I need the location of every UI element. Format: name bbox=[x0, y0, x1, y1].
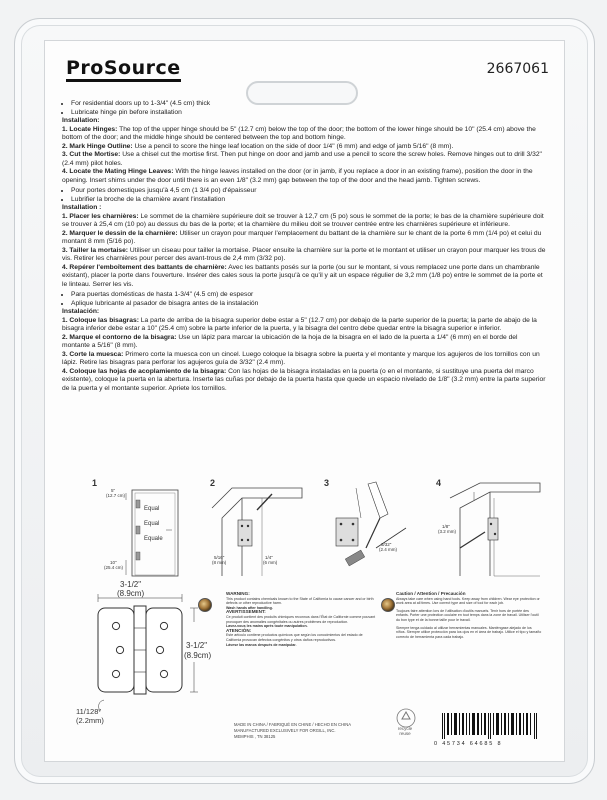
diagram-number: 4 bbox=[436, 478, 442, 488]
section-heading: Installation : bbox=[62, 204, 102, 211]
diagram-number: 2 bbox=[210, 478, 216, 488]
brand-logo: ProSource bbox=[66, 57, 181, 82]
dim-label: 5" bbox=[111, 488, 116, 493]
dim-label: (2.4 mm) bbox=[379, 547, 397, 552]
diagram-number: 1 bbox=[92, 478, 98, 488]
hinge-height: 3-1/2" bbox=[186, 641, 208, 650]
diagram-number: 3 bbox=[324, 478, 330, 488]
step: 3. Tailler la mortaise: Utiliser un ciseau pour tailler la mortaise. Placer ensuite la charnière sur la porte et le montant et utiliser un crayon pour marquer les trous de vis. Retirer les charnières pour percer des avant-trous de 2,4 mm (3/32 po). bbox=[62, 246, 546, 262]
bullet: • Aplique lubricante al pasador de bisagra antes de la instalación bbox=[71, 300, 546, 309]
dim-label: Equal bbox=[144, 506, 160, 512]
dim-label: Equale bbox=[144, 536, 163, 542]
bullet: • For residential doors up to 1-3/4" (4.5 cm) thick bbox=[71, 100, 546, 109]
barcode bbox=[442, 713, 538, 739]
step: 3. Corte la muesca: Primero corte la muesca con un cincel. Luego coloque la bisagra sobre la puerta y el montante y marque los agujeros de los tornillos con un lápiz. Retire las bisagras para perforar los agujeros guía de 3/32" (2.4 mm). bbox=[62, 350, 540, 366]
spanish-section bbox=[62, 291, 546, 393]
french-section bbox=[62, 187, 546, 289]
hinge-radius-mm: (2.2mm) bbox=[76, 716, 104, 725]
footer-text: MADE IN CHINA / FABRIQUÉ EN CHINE / HECHO EN CHINA MANUFACTURED EXCLUSIVELY FOR ORGILL, INC. MEMPHIS , TN 38125 bbox=[234, 722, 352, 739]
dim-label: 1/8" bbox=[442, 524, 450, 529]
dim-label: (25.4 cm) bbox=[104, 565, 124, 570]
step: 4. Coloque las hojas de acoplamiento de la bisagra: Con las hojas de la bisagra instaladas en la puerta (o en el montante, si sustituye una puerta del marco existente), coloque la puerta en la abertura. Inserte las cuñas por debajo de la puerta hasta que quede un espacio nivelado de 1/8" (3.2 mm) entre la parte superior de la puerta y el montante superior. Apriete los tornillos. bbox=[62, 367, 546, 392]
hinge-radius: 11/128" bbox=[76, 707, 102, 716]
section-heading: Instalación: bbox=[62, 308, 100, 315]
step: 1. Coloque las bisagras: La parte de arriba de la bisagra superior debe estar a 5" (12.7 cm) por debajo de la parte superior de la puerta; la parte de abajo de la bisagra inferior debe estar a 10" (25.4 cm) sobre la parte inferior de la puerta, y la bisagra del centro debe quedar entre la bisagra superior e inferior. bbox=[62, 316, 537, 332]
instructions-text bbox=[62, 100, 546, 395]
dim-label: 3/32" bbox=[381, 542, 392, 547]
dim-label: Equal bbox=[144, 521, 160, 527]
hinge-width: 3-1/2" bbox=[120, 580, 142, 589]
hinge-width-cm: (8.9cm) bbox=[117, 589, 145, 598]
section-heading: Installation: bbox=[62, 117, 100, 124]
dim-label: (6 mm) bbox=[263, 560, 278, 565]
bullet: • Lubricate hinge pin before installation bbox=[71, 109, 546, 118]
rivet bbox=[198, 598, 212, 612]
step: 4. Repérer l'emboîtement des battants de charnière: Avec les battants posés sur la porte (ou sur le montant, si vous remplacez une porte dans un chambranle existant), placer la porte dans l'ouverture. Insérer des cales sous la porte jusqu'à ce qu'il y ait un espace régulier de 3,2 mm (1/8 po) entre le sommet de la porte et le linteau. Serrer les vis. bbox=[62, 263, 543, 288]
step: 1. Locate Hinges: The top of the upper hinge should be 5" (12.7 cm) below the top of the door; the bottom of the lower hinge should be 10" (25.4 cm) above the bottom of the door; and the middle hinge should be centered between the top and bottom hinge. bbox=[62, 125, 536, 141]
installation-diagrams bbox=[90, 478, 550, 580]
recycle-icon bbox=[396, 708, 416, 728]
rivet bbox=[381, 598, 395, 612]
dim-label: 1/4" bbox=[265, 555, 273, 560]
bullet: • Para puertas domésticas de hasta 1-3/4" (4.5 cm) de espesor bbox=[71, 291, 546, 300]
step: 1. Placer les charnières: Le sommet de la charnière supérieure doit se trouver à 12,7 cm (5 po) sous le sommet de la porte; le bas de la charnière supérieure doit se trouver à 25,4 cm (10 po) au dessus du bas de la porte; et la charnière du milieu doit se trouver centrée entre les charnières supérieure et inférieure. bbox=[62, 212, 544, 228]
hinge-height-cm: (8.9cm) bbox=[184, 651, 212, 660]
sku-number: 2667061 bbox=[486, 61, 549, 77]
step: 4. Locate the Mating Hinge Leaves: With the hinge leaves installed on the door (or in jamb, if you replace a door in an existing frame), position the door in the opening. Insert shims under the door until there is an even 1/8" (3.2 mm) gap between the top of the door and the head jamb. Tighten screws. bbox=[62, 168, 533, 184]
step: 2. Marque el contorno de la bisagra: Use un lápiz para marcar la ubicación de la hoja de la bisagra en el lado de la puerta a 1/4" (6 mm) en el borde del montante a 5/16" (8 mm). bbox=[62, 333, 518, 349]
step: 3. Cut the Mortise: Use a chisel cut the mortise first. Then put hinge on door and jamb and use a pencil to score the screw holes. Remove hinges out to drill 3/32" (2.4 mm) pilot holes. bbox=[62, 151, 542, 167]
dim-label: 5/16" bbox=[214, 555, 225, 560]
step: 2. Marquer le dessin de la charnière: Utiliser un crayon pour marquer l'emplacement du battant de la charnière sur le chant de la porte 6 mm (1/4 po) et celui du montant 8 mm (5/16 po). bbox=[62, 229, 542, 245]
recycle-label: recycle reuse bbox=[397, 726, 413, 736]
dim-label: (8 mm) bbox=[212, 560, 227, 565]
bullet: • Pour portes domestiques jusqu'à 4,5 cm (1 3/4 po) d'épaisseur bbox=[71, 187, 546, 196]
step: 2. Mark Hinge Outline: Use a pencil to score the hinge leaf location on the side of door 1/4" (6 mm) and edge of jamb 5/16" (8 mm). bbox=[62, 142, 454, 150]
caution-block: Caution / Attention / Precaución Always take care when using hand tools. Keep away from children. Wear eye protection or work area at all times. Use correct type and size of tool for each job. Toujours faire attention lors de l'utilisation d'outils manuels. Tenir hors de portée des enfants. Porter une protection oculaire en tout temps dans la zone de travail. Utiliser l'outil du bon type et de la bonne taille pour le travail. Siempre tenga cuidado al utilizar herramientas manuales. Manténgase alejado de los niños. Siempre utilice protección para los ojos en el área de trabajo. Utilice el tipo y tamaño correcto de herramienta para cada trabajo. bbox=[396, 591, 542, 639]
bullet: • Lubrifier la broche de la charnière avant l'installation bbox=[71, 196, 546, 205]
dim-label: (3.2 mm) bbox=[438, 529, 456, 534]
english-section bbox=[62, 100, 546, 185]
dim-label: (12.7 cm) bbox=[106, 493, 126, 498]
barcode-number: 0 45734 64685 8 bbox=[434, 741, 503, 747]
cut-mortise-diagram bbox=[316, 478, 426, 580]
warning-block: WARNING: This product contains chemicals known to the State of California to cause cancer and or birth defects or other reproductive harm. Wash hands after handling. AVERTISSEMENT: Ce produit contient des produits chimiques reconnus dans l'État de Californie comme pouvant provoquer des anomalies congénitales ou autres problèmes de reproduction. Lavez-vous les mains après toute manipulation. ATENCIÓN: Este artículo contiene productos químicos que según los conocimientos del estado de California provocan defectos congénitos y otros daños reproductivos. Lávese las manos después de manipular. bbox=[226, 591, 376, 647]
dim-label: 10" bbox=[110, 560, 117, 565]
hinge-drawing bbox=[90, 592, 220, 732]
